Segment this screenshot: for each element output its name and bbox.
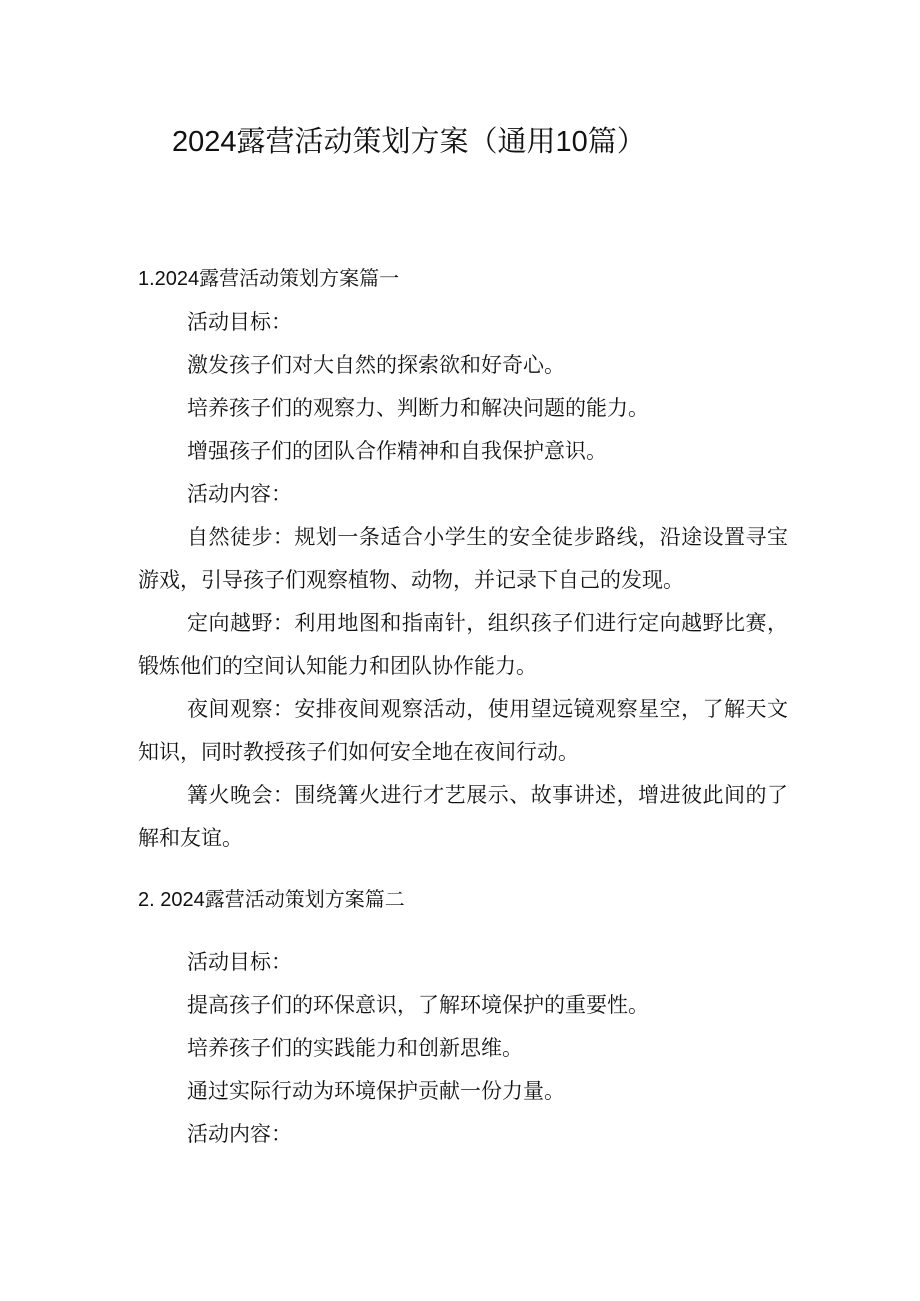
document-body <box>138 258 788 1156</box>
section-2-goal-label: 活动目标： <box>187 950 292 974</box>
section-1-goal-item: 培养孩子们的观察力、判断力和解决问题的能力。 <box>187 396 649 420</box>
section-2-heading: 2. 2024露营活动策划方案篇二 <box>138 889 405 911</box>
section-2-goal-item: 通过实际行动为环境保护贡献一份力量。 <box>187 1079 565 1103</box>
section-1-goal-label: 活动目标： <box>187 310 292 334</box>
section-1-content-label: 活动内容： <box>187 482 292 506</box>
document-title: 2024露营活动策划方案（通用10篇） <box>172 126 646 158</box>
section-1-content-item: 定向越野：利用地图和指南针，组织孩子们进行定向越野比赛，锻炼他们的空间认知能力和团队协作能力。 <box>138 611 788 678</box>
section-2-goal-item: 培养孩子们的实践能力和创新思维。 <box>187 1036 523 1060</box>
section-1-content-item: 夜间观察：安排夜间观察活动，使用望远镜观察星空，了解天文知识，同时教授孩子们如何安全地在夜间行动。 <box>138 697 788 764</box>
section-2-content-label: 活动内容： <box>187 1122 292 1146</box>
section-1-goal-item: 激发孩子们对大自然的探索欲和好奇心。 <box>187 353 565 377</box>
section-1-heading: 1.2024露营活动策划方案篇一 <box>138 268 400 290</box>
section-1-content-item: 篝火晚会：围绕篝火进行才艺展示、故事讲述，增进彼此间的了解和友谊。 <box>138 783 788 850</box>
section-1-goal-item: 增强孩子们的团队合作精神和自我保护意识。 <box>187 439 607 463</box>
section-1-content-item: 自然徒步：规划一条适合小学生的安全徒步路线，沿途设置寻宝游戏，引导孩子们观察植物、动物，并记录下自己的发现。 <box>138 525 788 592</box>
section-2-goal-item: 提高孩子们的环保意识，了解环境保护的重要性。 <box>187 993 649 1017</box>
